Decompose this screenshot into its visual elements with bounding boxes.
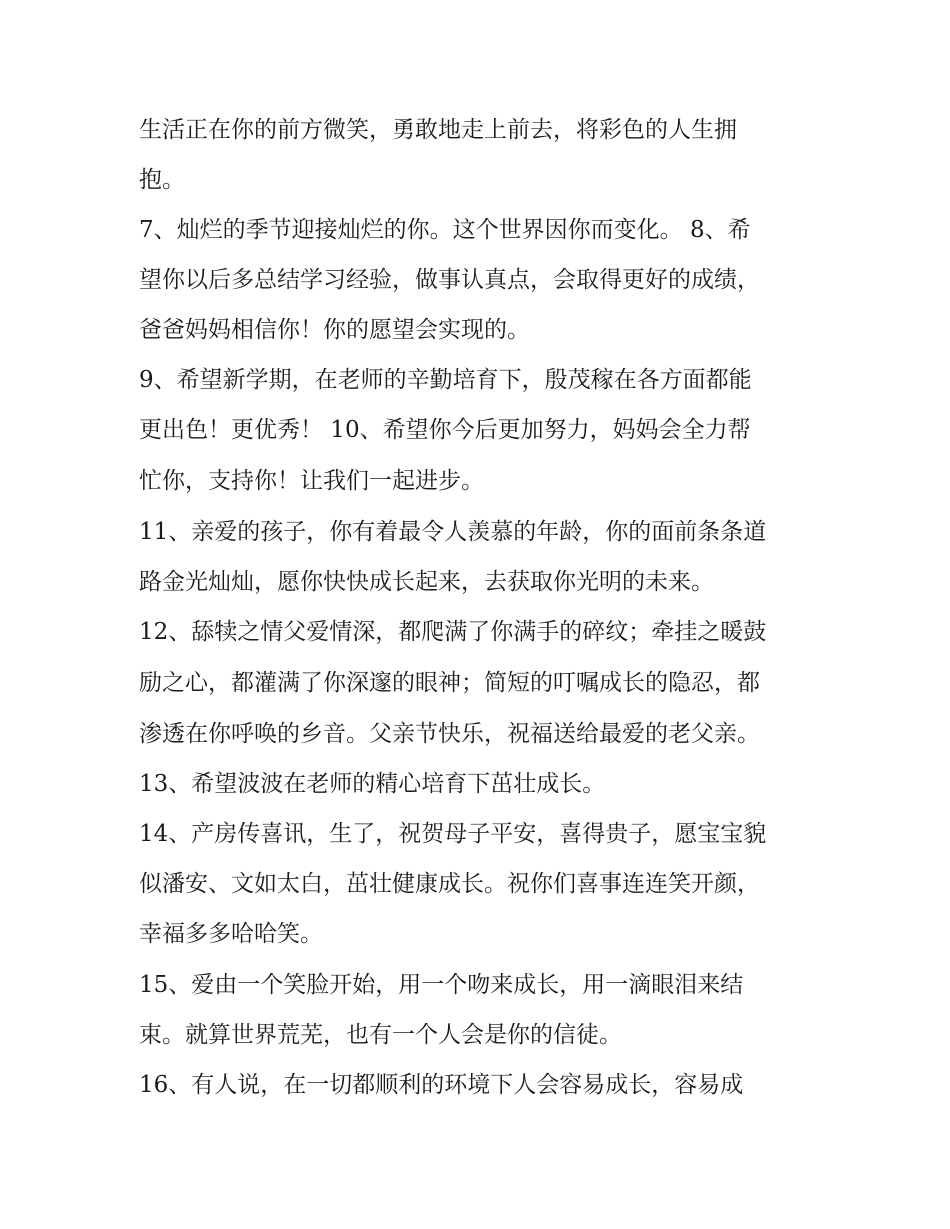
text-line: 幸福多多哈哈笑。 (139, 921, 323, 947)
text-line: 忙你，支持你！让我们一起进步。 (139, 468, 484, 494)
text-line: 励之心，都灌满了你深邃的眼神；简短的叮嘱成长的隐忍，都 (139, 670, 760, 696)
text-line: 7、灿烂的季节迎接灿烂的你。这个世界因你而变化。 8、希 (139, 217, 751, 243)
text-line: 渗透在你呼唤的乡音。父亲节快乐，祝福送给最爱的老父亲。 (139, 721, 760, 747)
text-line: 更出色！更优秀！ 10、希望你今后更加努力，妈妈会全力帮 (139, 417, 751, 443)
text-line: 13、希望波波在老师的精心培育下茁壮成长。 (139, 771, 606, 797)
text-line: 爸爸妈妈相信你！你的愿望会实现的。 (139, 317, 530, 343)
text-line: 9、希望新学期，在老师的辛勤培育下，殷茂稼在各方面都能 (139, 367, 752, 393)
text-line: 11、亲爱的孩子，你有着最令人羡慕的年龄，你的面前条条道 (139, 519, 767, 545)
text-line: 抱。 (139, 167, 185, 193)
text-line: 望你以后多总结学习经验，做事认真点，会取得更好的成绩， (139, 267, 760, 293)
text-line: 15、爱由一个笑脸开始，用一个吻来成长，用一滴眼泪来结 (139, 972, 744, 998)
text-line: 似潘安、文如太白，茁壮健康成长。祝你们喜事连连笑开颜， (139, 871, 760, 897)
text-line: 束。就算世界荒芜，也有一个人会是你的信徒。 (139, 1022, 622, 1048)
text-line: 路金光灿灿，愿你快快成长起来，去获取你光明的未来。 (139, 569, 714, 595)
text-line: 生活正在你的前方微笑，勇敢地走上前去，将彩色的人生拥 (139, 117, 737, 143)
text-line: 14、产房传喜讯，生了，祝贺母子平安，喜得贵子，愿宝宝貌 (139, 821, 767, 847)
text-line: 16、有人说，在一切都顺利的环境下人会容易成长，容易成 (139, 1072, 744, 1098)
text-line: 12、舔犊之情父爱情深，都爬满了你满手的碎纹；牵挂之暖鼓 (139, 619, 767, 645)
